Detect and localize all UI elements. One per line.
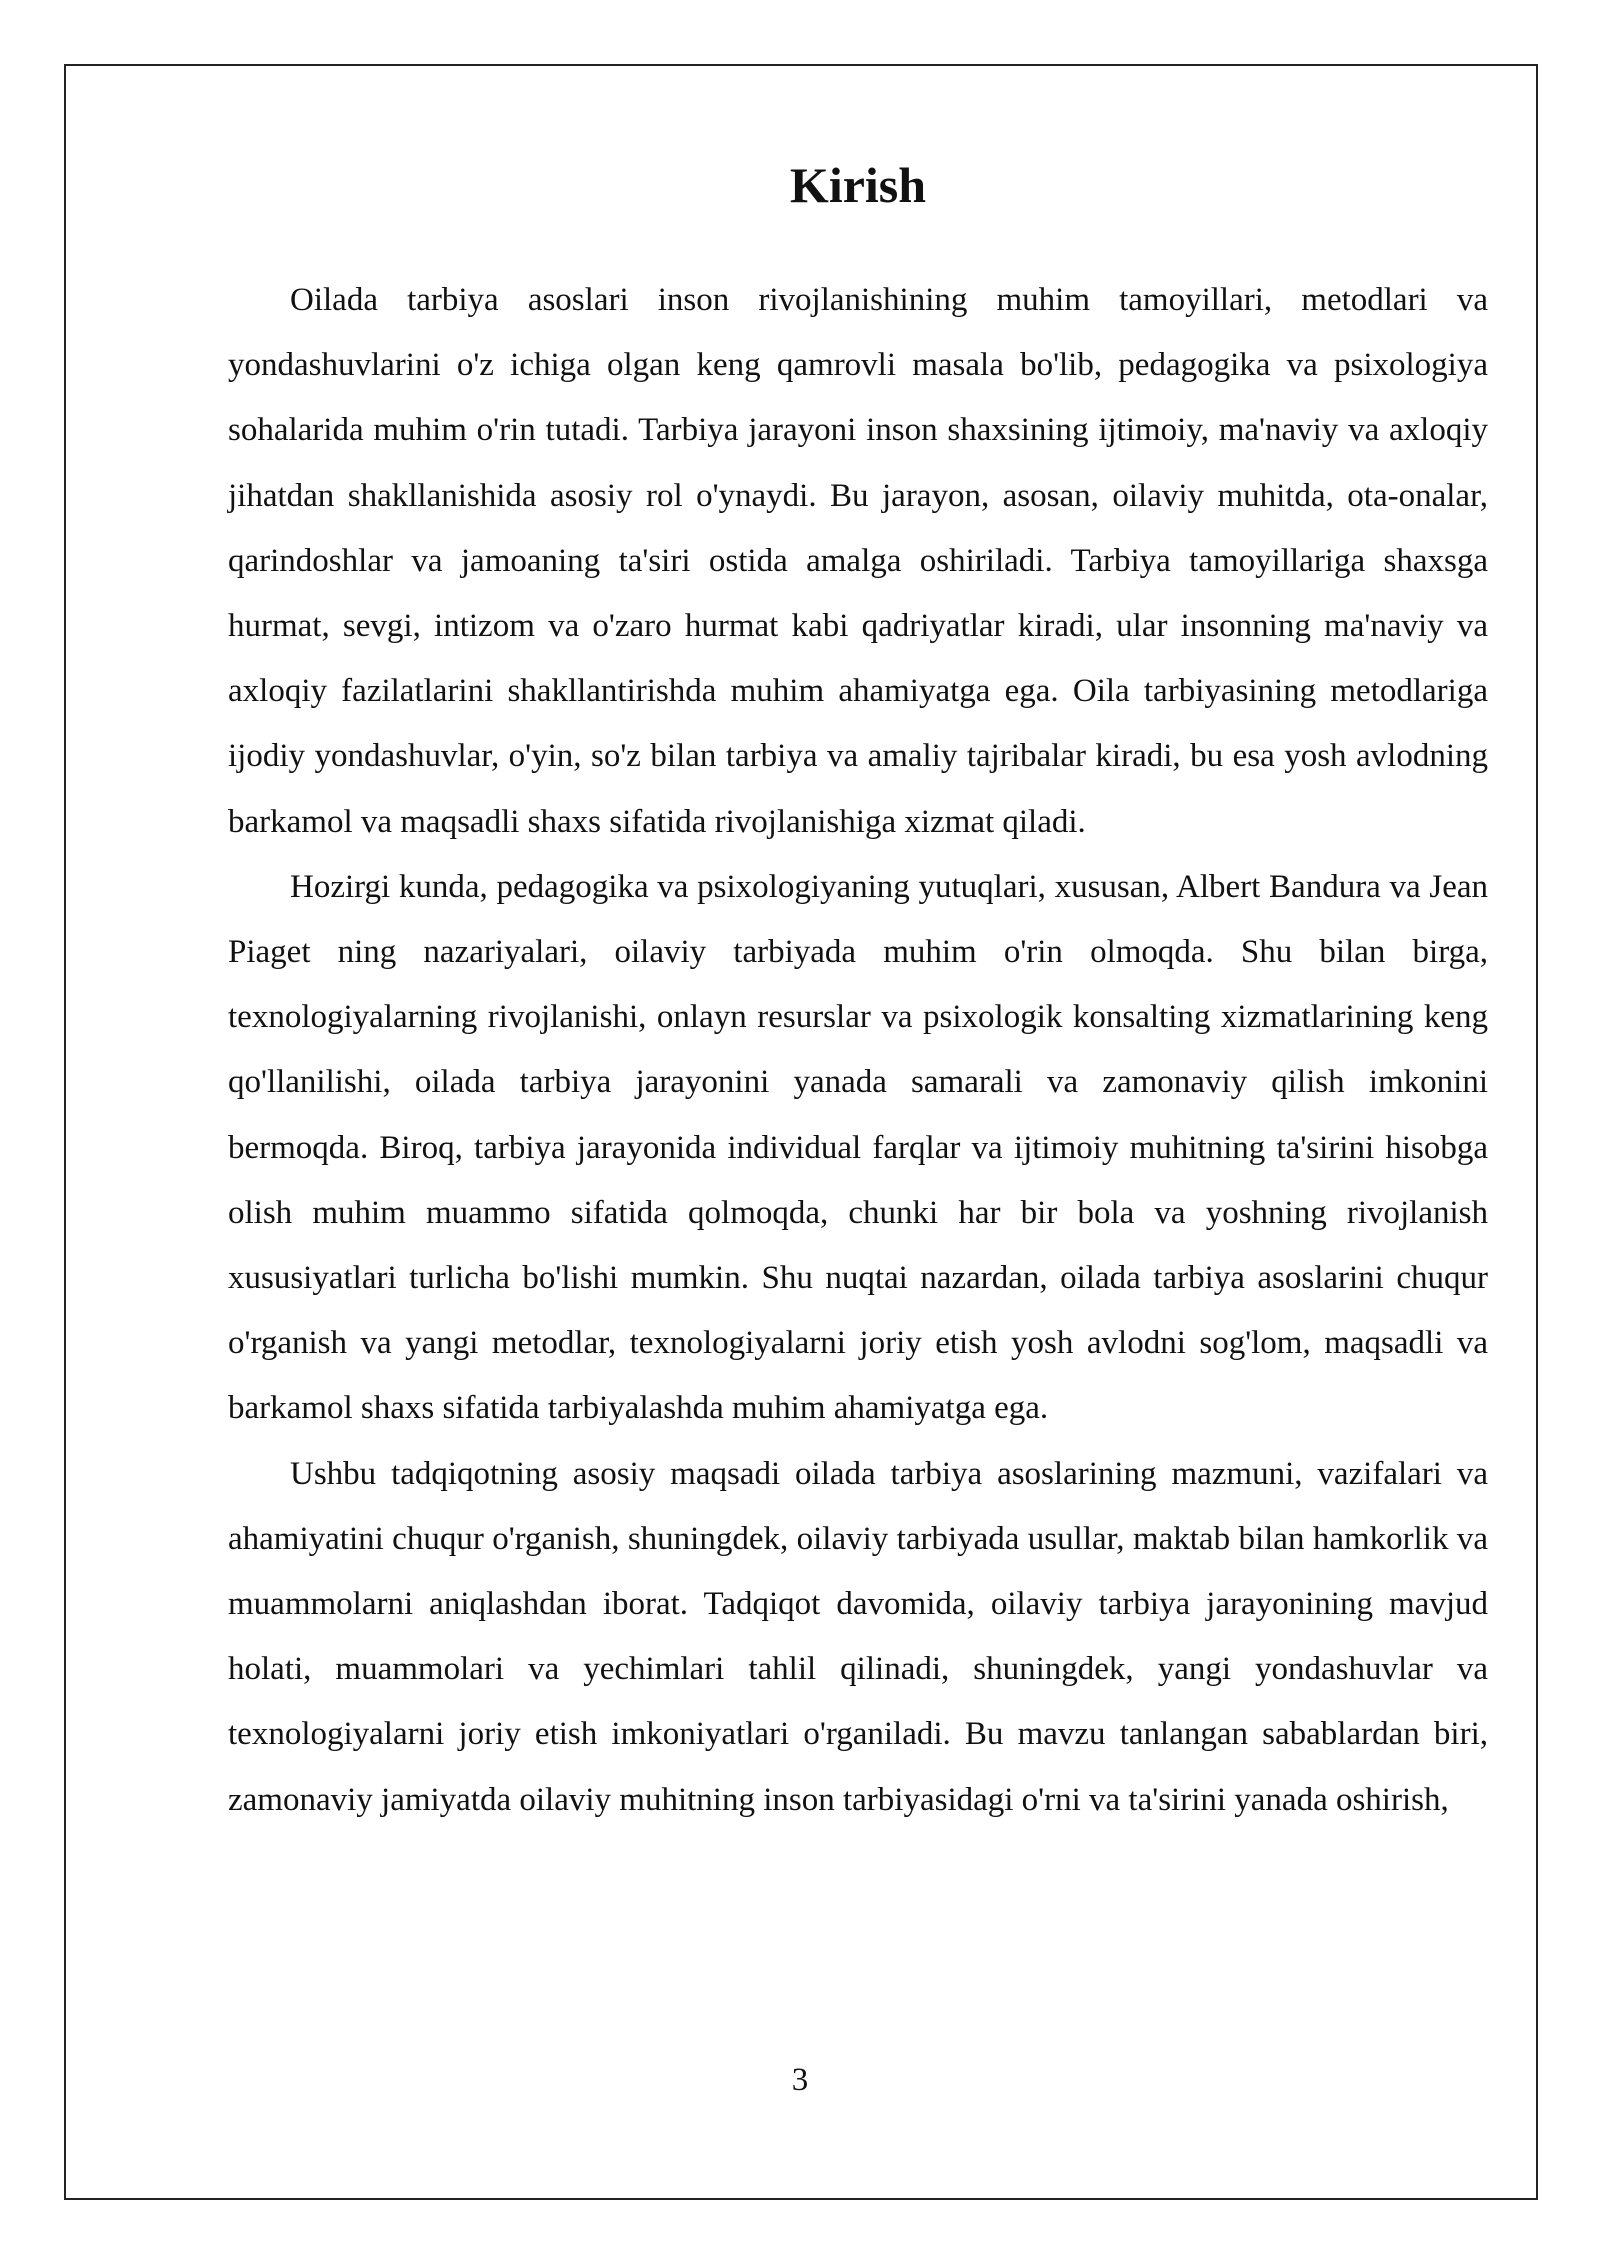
paragraph-1: Oilada tarbiya asoslari inson rivojlanishining muhim tamoyillari, metodlari va yondashuvlarini o'z ichiga olgan keng qamrovli masala bo'lib, pedagogika va psixologiya sohalarida muhim o'rin tutadi. Tarbiya jarayoni inson shaxsining ijtimoiy, ma'naviy va axloqiy jihatdan shakllanishida asosiy rol o'ynaydi. Bu jarayon, asosan, oilaviy muhitda, ota-onalar, qarindoshlar va jamoaning ta'siri ostida amalga oshiriladi. Tarbiya tamoyillariga shaxsga hurmat, sevgi, intizom va o'zaro hurmat kabi qadriyatlar kiradi, ular insonning ma'naviy va axloqiy fazilatlarini shakllantirishda muhim ahamiyatga ega. Oila tarbiyasining metodlariga ijodiy yondashuvlar, o'yin, so'z bilan tarbiya va amaliy tajribalar kiradi, bu esa yosh avlodning barkamol va maqsadli shaxs sifatida rivojlanishiga xizmat qiladi. — [228, 282, 1488, 840]
paragraph-2: Hozirgi kunda, pedagogika va psixologiyaning yutuqlari, xususan, Albert Bandura va Jean Piaget ning nazariyalari, oilaviy tarbiyada muhim o'rin olmoqda. Shu bilan birga, texnologiyalarning rivojlanishi, onlayn resurslar va psixologik konsalting xizmatlarining keng qo'llanilishi, oilada tarbiya jarayonini yanada samarali va zamonaviy qilish imkonini bermoqda. Biroq, tarbiya jarayonida individual farqlar va ijtimoiy muhitning ta'sirini hisobga olish muhim muammo sifatida qolmoqda, chunki har bir bola va yoshning rivojlanish xususiyatlari turlicha bo'lishi mumkin. Shu nuqtai nazardan, oilada tarbiya asoslarini chuqur o'rganish va yangi metodlar, texnologiyalarni joriy etish yosh avlodni sog'lom, maqsadli va barkamol shaxs sifatida tarbiyalashda muhim ahamiyatga ega. — [228, 868, 1488, 1427]
page-number: 3 — [791, 2062, 809, 2098]
page-title: Kirish — [789, 157, 927, 213]
document-body — [228, 140, 1488, 1833]
paragraph-3: Ushbu tadqiqotning asosiy maqsadi oilada tarbiya asoslarining mazmuni, vazifalari va ahamiyatini chuqur o'rganish, shuningdek, oilaviy tarbiyada usullar, maktab bilan hamkorlik va muammolarni aniqlashdan iborat. Tadqiqot davomida, oilaviy tarbiya jarayonining mavjud holati, muammolari va yechimlari tahlil qilinadi, shuningdek, yangi yondashuvlar va texnologiyalarni joriy etish imkoniyatlari o'rganiladi. Bu mavzu tanlangan sabablardan biri, zamonaviy jamiyatda oilaviy muhitning inson tarbiyasidagi o'rni va ta'sirini yanada oshirish, — [228, 1455, 1488, 1818]
